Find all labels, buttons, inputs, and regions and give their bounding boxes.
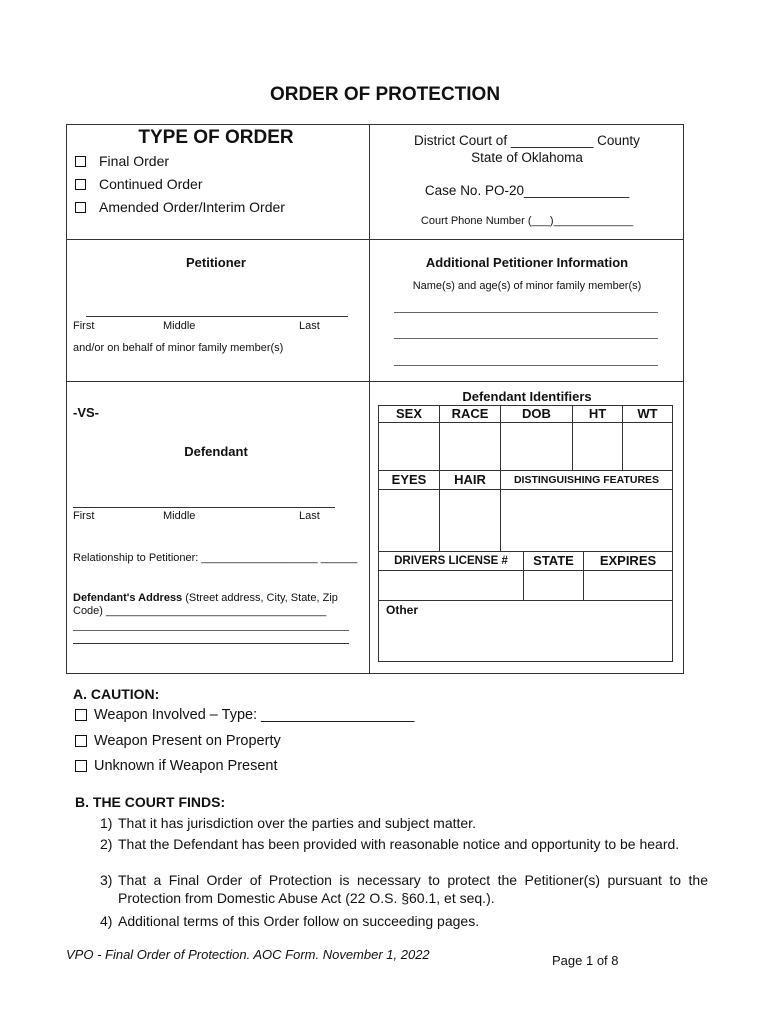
expires-value[interactable] [583, 570, 673, 601]
address-line-2[interactable] [73, 643, 349, 644]
option-amended-order[interactable]: Amended Order/Interim Order [75, 199, 285, 215]
state-line: State of Oklahoma [471, 150, 583, 165]
eyes-header: EYES [378, 470, 440, 490]
defendant-name-line[interactable] [73, 507, 335, 508]
finding-2-text: That the Defendant has been provided with reasonable notice and opportunity to be heard. [118, 836, 680, 852]
finding-2-num: 2) [100, 836, 113, 852]
race-header: RACE [439, 405, 501, 423]
defendant-middle-label: Middle [163, 510, 196, 522]
form-footer: VPO - Final Order of Protection. AOC Form. November 1, 2022 [66, 947, 430, 962]
finding-1-text: That it has jurisdiction over the parties and subject matter. [118, 815, 476, 831]
petitioner-behalf-label: and/or on behalf of minor family member(s) [73, 342, 284, 354]
defendant-heading: Defendant [184, 444, 248, 459]
defendant-address-label: Defendant's Address [73, 592, 183, 604]
race-value[interactable] [439, 422, 501, 471]
defendant-address-hint: (Street address, City, State, Zip Code) ____________________________________ [73, 592, 338, 617]
petitioner-first-label: First [73, 320, 95, 332]
finding-4-num: 4) [100, 913, 113, 929]
other-field[interactable] [378, 600, 673, 662]
caution-weapon-involved[interactable]: Weapon Involved – Type: ___________________ [75, 707, 414, 723]
distinguishing-features-value[interactable] [500, 489, 673, 552]
versus-label: -VS- [73, 405, 99, 420]
dob-header: DOB [500, 405, 573, 423]
additional-petitioner-sub: Name(s) and age(s) of minor family member(s) [412, 280, 642, 292]
state-header: STATE [523, 551, 584, 571]
checkbox-icon[interactable] [75, 156, 86, 167]
caution-heading: A. CAUTION: [73, 686, 160, 702]
finding-3-num: 3) [100, 872, 113, 888]
caution-weapon-unknown[interactable]: Unknown if Weapon Present [75, 758, 278, 774]
hair-header: HAIR [439, 470, 501, 490]
type-of-order-heading: TYPE OF ORDER [138, 127, 294, 148]
checkbox-icon[interactable] [75, 202, 86, 213]
defendant-first-label: First [73, 510, 95, 522]
page-number: Page 1 of 8 [552, 953, 619, 968]
finding-1-num: 1) [100, 815, 113, 831]
finding-3-text: That a Final Order of Protection is necessary to protect the Petitioner(s) pursuant to the Protection from Domestic Abuse Act (22 O.S. §60.1, et seq.). [118, 872, 708, 906]
address-line-1[interactable] [73, 630, 349, 631]
finding-4-text: Additional terms of this Order follow on succeeding pages. [118, 913, 480, 929]
district-court-line: District Court of ___________ County [414, 133, 640, 148]
distinguishing-features-header: DISTINGUISHING FEATURES [500, 470, 673, 490]
additional-petitioner-heading: Additional Petitioner Information [425, 255, 629, 270]
sex-header: SEX [378, 405, 440, 423]
petitioner-last-label: Last [299, 320, 320, 332]
checkbox-icon[interactable] [75, 709, 87, 721]
dob-value[interactable] [500, 422, 573, 471]
case-number: Case No. PO-20______________ [424, 183, 630, 198]
court-finds-heading: B. THE COURT FINDS: [75, 794, 226, 810]
sex-value[interactable] [378, 422, 440, 471]
drivers-license-header: DRIVERS LICENSE # [378, 551, 524, 571]
expires-header: EXPIRES [583, 551, 673, 571]
state-value[interactable] [523, 570, 584, 601]
page-title: ORDER OF PROTECTION [269, 84, 501, 105]
row-divider-1 [66, 239, 684, 240]
relationship-line[interactable]: Relationship to Petitioner: ___________________ ______ [73, 552, 358, 564]
checkbox-icon[interactable] [75, 179, 86, 190]
court-phone: Court Phone Number (___)_____________ [420, 215, 634, 227]
other-label: Other [386, 603, 419, 617]
petitioner-middle-label: Middle [163, 320, 196, 332]
option-final-order[interactable]: Final Order [75, 153, 169, 169]
petitioner-heading: Petitioner [186, 255, 246, 270]
defendant-last-label: Last [299, 510, 320, 522]
eyes-value[interactable] [378, 489, 440, 552]
row-divider-2 [66, 381, 684, 382]
petitioner-name-line[interactable] [86, 316, 348, 317]
defendant-address-field[interactable] [73, 592, 358, 618]
identifiers-heading: Defendant Identifiers [462, 389, 592, 404]
minor-line-2[interactable] [394, 338, 658, 339]
wt-header: WT [622, 405, 673, 423]
caution-weapon-present[interactable]: Weapon Present on Property [75, 733, 281, 749]
minor-line-3[interactable] [394, 365, 658, 366]
ht-value[interactable] [572, 422, 623, 471]
option-continued-order[interactable]: Continued Order [75, 176, 203, 192]
checkbox-icon[interactable] [75, 760, 87, 772]
minor-line-1[interactable] [394, 312, 658, 313]
ht-header: HT [572, 405, 623, 423]
wt-value[interactable] [622, 422, 673, 471]
drivers-license-value[interactable] [378, 570, 524, 601]
checkbox-icon[interactable] [75, 735, 87, 747]
hair-value[interactable] [439, 489, 501, 552]
